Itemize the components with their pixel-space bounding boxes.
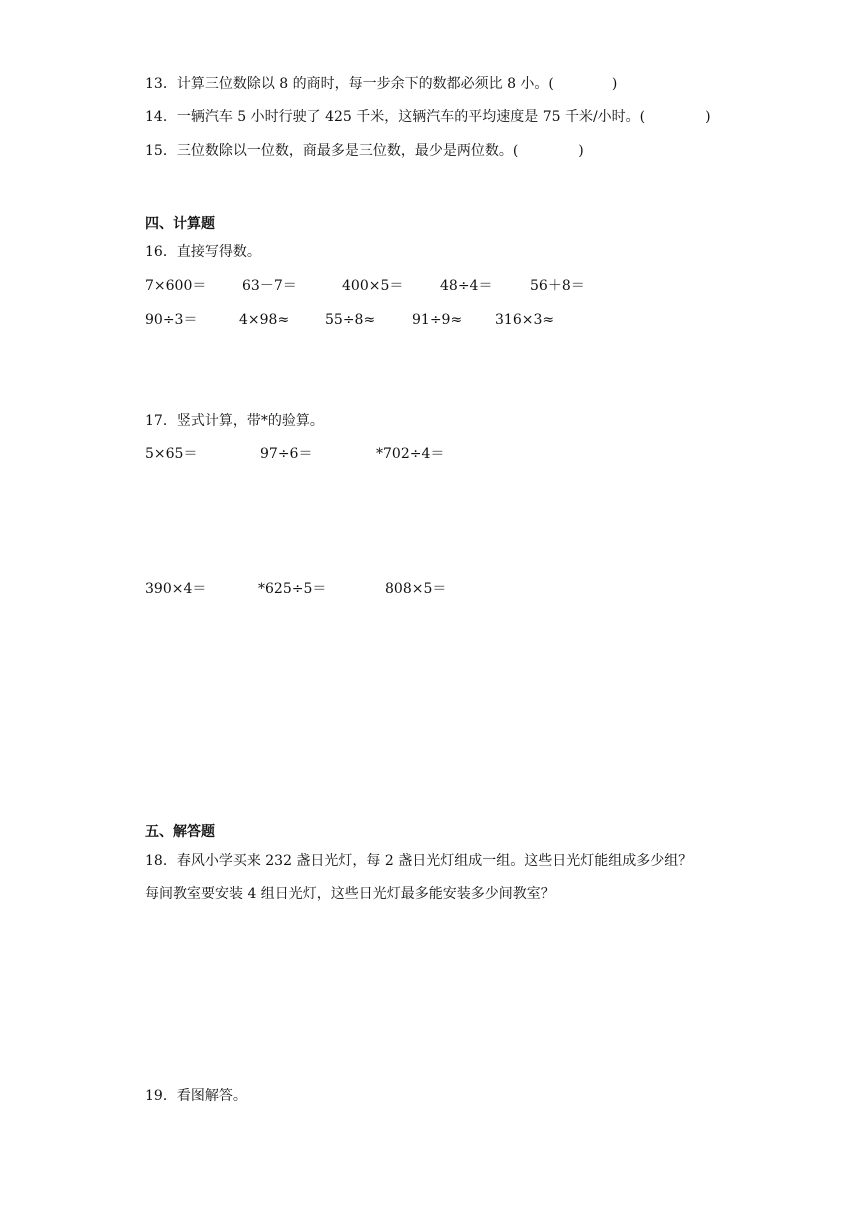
oral-calc-item: 400×5＝ xyxy=(342,278,404,294)
oral-calc-item: 55÷8≈ xyxy=(325,312,376,328)
oral-calc-item: 63－7＝ xyxy=(242,278,297,294)
question-17-prompt: 17．竖式计算，带*的验算。 xyxy=(145,413,324,429)
section-4-title: 四、计算题 xyxy=(145,216,215,232)
question-19-prompt: 19．看图解答。 xyxy=(145,1088,247,1104)
question-14 xyxy=(145,108,711,126)
oral-calc-item: 91÷9≈ xyxy=(412,312,463,328)
question-16-prompt: 16．直接写得数。 xyxy=(145,244,261,260)
question-15-text: 15．三位数除以一位数，商最多是三位数，最少是两位数。( xyxy=(145,143,519,159)
vertical-calc-item: *625÷5＝ xyxy=(258,581,327,597)
oral-calc-item: 316×3≈ xyxy=(495,312,555,328)
question-13 xyxy=(145,75,617,93)
question-18-line-1: 18．春风小学买来 232 盏日光灯，每 2 盏日光灯组成一组。这些日光灯能组成多少组？ xyxy=(145,853,693,869)
oral-calc-item: 7×600＝ xyxy=(145,278,207,294)
vertical-calc-item: 390×4＝ xyxy=(145,581,207,597)
vertical-calc-item: 97÷6＝ xyxy=(260,446,313,462)
question-14-text: 14．一辆汽车 5 小时行驶了 425 千米，这辆汽车的平均速度是 75 千米/小时。( xyxy=(145,109,646,125)
vertical-calc-item: 5×65＝ xyxy=(145,446,198,462)
blank-close: ) xyxy=(611,76,618,92)
blank-close: ) xyxy=(705,109,711,125)
oral-calc-item: 48÷4＝ xyxy=(440,278,493,294)
blank-close: ) xyxy=(578,143,584,159)
oral-calc-item: 90÷3＝ xyxy=(145,312,198,328)
question-13-text: 13．计算三位数除以 8 的商时，每一步余下的数都必须比 8 小。( xyxy=(145,76,554,92)
question-18-line-2: 每间教室要安装 4 组日光灯，这些日光灯最多能安装多少间教室？ xyxy=(145,886,555,902)
oral-calc-item: 56＋8＝ xyxy=(530,278,585,294)
oral-calc-item: 4×98≈ xyxy=(239,312,290,328)
section-5-title: 五、解答题 xyxy=(145,824,215,840)
vertical-calc-item: 808×5＝ xyxy=(385,581,447,597)
vertical-calc-item: *702÷4＝ xyxy=(376,446,445,462)
question-15 xyxy=(145,142,584,160)
